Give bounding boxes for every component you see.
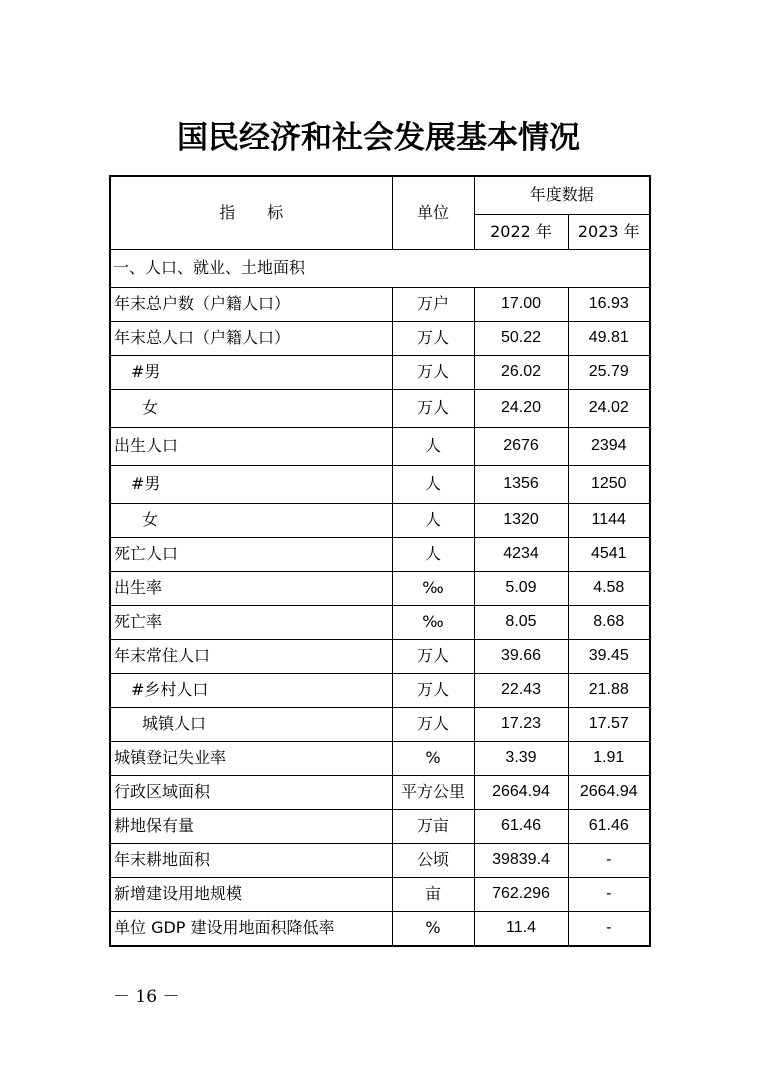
row-value-2023: 17.57 <box>568 707 650 741</box>
row-name: #男 <box>110 465 392 503</box>
row-unit: 万亩 <box>392 809 474 843</box>
row-value-2023: 25.79 <box>568 355 650 389</box>
row-value-2023: 2664.94 <box>568 775 650 809</box>
row-name: 新增建设用地规模 <box>110 877 392 911</box>
row-value-2023: 49.81 <box>568 321 650 355</box>
row-unit: ‰ <box>392 605 474 639</box>
row-name: 出生率 <box>110 571 392 605</box>
table-row <box>110 389 650 427</box>
row-unit: 万人 <box>392 673 474 707</box>
row-name: 年末总人口（户籍人口） <box>110 321 392 355</box>
table-row <box>110 911 650 946</box>
row-unit: 平方公里 <box>392 775 474 809</box>
row-value-2022: 1320 <box>474 503 568 537</box>
row-unit: 人 <box>392 503 474 537</box>
row-value-2023: 4541 <box>568 537 650 571</box>
row-value-2023: 21.88 <box>568 673 650 707</box>
row-value-2023: - <box>568 843 650 877</box>
row-value-2022: 5.09 <box>474 571 568 605</box>
row-value-2022: 8.05 <box>474 605 568 639</box>
table-row <box>110 741 650 775</box>
row-value-2023: 4.58 <box>568 571 650 605</box>
row-name: 年末常住人口 <box>110 639 392 673</box>
row-value-2023: - <box>568 877 650 911</box>
row-value-2023: 1250 <box>568 465 650 503</box>
row-unit: % <box>392 741 474 775</box>
table-row <box>110 287 650 321</box>
row-unit: 万户 <box>392 287 474 321</box>
row-value-2022: 17.23 <box>474 707 568 741</box>
row-name: 年末耕地面积 <box>110 843 392 877</box>
page-number: － 16 － <box>113 987 180 1007</box>
row-unit: 万人 <box>392 389 474 427</box>
row-value-2023: 8.68 <box>568 605 650 639</box>
row-unit: 万人 <box>392 639 474 673</box>
row-value-2022: 50.22 <box>474 321 568 355</box>
row-name: #男 <box>110 355 392 389</box>
row-value-2023: - <box>568 911 650 946</box>
header-annual-data: 年度数据 <box>474 176 650 214</box>
table-row <box>110 605 650 639</box>
table-row <box>110 537 650 571</box>
row-name: 单位 GDP 建设用地面积降低率 <box>110 911 392 946</box>
row-unit: 人 <box>392 465 474 503</box>
row-value-2022: 26.02 <box>474 355 568 389</box>
row-name: 耕地保有量 <box>110 809 392 843</box>
row-value-2023: 39.45 <box>568 639 650 673</box>
table-row <box>110 639 650 673</box>
row-unit: 公顷 <box>392 843 474 877</box>
row-name: 死亡率 <box>110 605 392 639</box>
table-row <box>110 843 650 877</box>
row-value-2022: 61.46 <box>474 809 568 843</box>
section-heading: 一、人口、就业、土地面积 <box>110 249 650 287</box>
row-unit: 人 <box>392 537 474 571</box>
row-unit: 人 <box>392 427 474 465</box>
table-row <box>110 355 650 389</box>
row-value-2022: 22.43 <box>474 673 568 707</box>
row-name: 年末总户数（户籍人口） <box>110 287 392 321</box>
row-value-2022: 762.296 <box>474 877 568 911</box>
row-name: 死亡人口 <box>110 537 392 571</box>
table-row <box>110 321 650 355</box>
row-unit: 万人 <box>392 707 474 741</box>
row-name: 出生人口 <box>110 427 392 465</box>
header-indicator: 指 标 <box>110 176 392 249</box>
row-value-2022: 1356 <box>474 465 568 503</box>
row-value-2023: 61.46 <box>568 809 650 843</box>
row-value-2022: 39839.4 <box>474 843 568 877</box>
row-name: 女 <box>110 503 392 537</box>
row-value-2022: 11.4 <box>474 911 568 946</box>
row-name: 城镇登记失业率 <box>110 741 392 775</box>
row-name: 女 <box>110 389 392 427</box>
row-unit: 万人 <box>392 321 474 355</box>
table-row <box>110 465 650 503</box>
statistics-table <box>109 175 651 947</box>
row-unit: % <box>392 911 474 946</box>
row-value-2022: 24.20 <box>474 389 568 427</box>
row-value-2023: 2394 <box>568 427 650 465</box>
table-row <box>110 571 650 605</box>
row-value-2022: 3.39 <box>474 741 568 775</box>
row-value-2023: 24.02 <box>568 389 650 427</box>
table-row <box>110 775 650 809</box>
row-unit: ‰ <box>392 571 474 605</box>
row-value-2022: 2664.94 <box>474 775 568 809</box>
table-row <box>110 809 650 843</box>
table-row <box>110 707 650 741</box>
row-value-2022: 2676 <box>474 427 568 465</box>
table-row <box>110 427 650 465</box>
row-value-2023: 1144 <box>568 503 650 537</box>
header-year-2023: 2023 年 <box>568 214 650 249</box>
row-value-2023: 1.91 <box>568 741 650 775</box>
table-row <box>110 877 650 911</box>
row-value-2022: 39.66 <box>474 639 568 673</box>
row-unit: 亩 <box>392 877 474 911</box>
page-title: 国民经济和社会发展基本情况 <box>177 120 580 156</box>
row-name: 行政区域面积 <box>110 775 392 809</box>
header-unit: 单位 <box>392 176 474 249</box>
row-name: #乡村人口 <box>110 673 392 707</box>
table-row <box>110 673 650 707</box>
row-value-2022: 17.00 <box>474 287 568 321</box>
table-row <box>110 503 650 537</box>
row-value-2023: 16.93 <box>568 287 650 321</box>
row-name: 城镇人口 <box>110 707 392 741</box>
row-value-2022: 4234 <box>474 537 568 571</box>
header-year-2022: 2022 年 <box>474 214 568 249</box>
row-unit: 万人 <box>392 355 474 389</box>
